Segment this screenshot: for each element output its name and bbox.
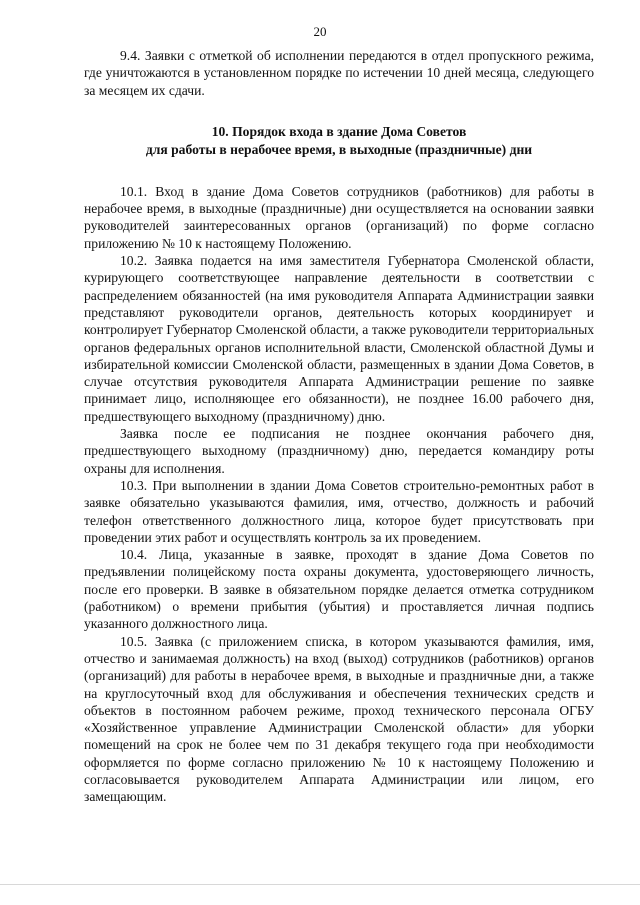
section-title-line-2: для работы в нерабочее время, в выходные (праздничные) дни [145,141,533,157]
paragraph-10-4: 10.4. Лица, указанные в заявке, проходят в здание Дома Советов по предъявлении полицейскому поста охраны документа, удостоверяющего личность, после его проверки. В заявке в обязательном порядке делается отметка сотрудником (работником) о времени прибытия (убытия) и проставляется личная подпись указанного должностного лица. [84,547,594,632]
paragraph-10-3: 10.3. При выполнении в здании Дома Советов строительно-ремонтных работ в заявке обязательно указываются фамилия, имя, отчество, должность и рабочий телефон ответственного должностного лица, которое будет присутствовать при проведении этих работ и осуществлять контроль за их проведением. [84,477,594,545]
paragraph-9-4: 9.4. Заявки с отметкой об исполнении передаются в отдел пропускного режима, где уничтожаются в установленном порядке по истечении 10 дней месяца, следующего за месяцем их сдачи. [84,48,594,98]
page-number: 20 [313,24,327,39]
paragraph-10-1: 10.1. Вход в здание Дома Советов сотрудников (работников) для работы в нерабочее время, в выходные (праздничные) дни осуществляется на основании заявки руководителей заинтересованных органов (организаций) по форме согласно приложению № 10 к настоящему Положению. [84,183,594,251]
section-heading [84,123,594,159]
section-title-line-1: 10. Порядок входа в здание Дома Советов [211,123,467,139]
document-body [84,47,594,806]
scan-edge-line [0,884,640,885]
paragraph-10-5: 10.5. Заявка (с приложением списка, в котором указываются фамилия, имя, отчество и занимаемая должность) на вход (выход) сотрудников (работников) органов (организаций) для работы в нерабочее время, в выходные и праздничные дни, а также на круглосуточный вход для обслуживания и обеспечения технических средств и объектов в постоянном рабочем режиме, проход технического персонала ОГБУ «Хозяйственное управление Администрации Смоленской области» для уборки помещений на срок не более чем по 31 декабря текущего года при необходимости оформляется по форме согласно приложению № 10 к настоящему Положению и согласовывается руководителем Аппарата Администрации или лицом, его замещающим. [84,633,594,805]
paragraph-10-2: 10.2. Заявка подается на имя заместителя Губернатора Смоленской области, курирующего соответствующее направление деятельности в соответствии с распределением обязанностей (на имя руководителя Аппарата Администрации заявки представляют руководители органов, деятельность которых координирует и контролирует Губернатор Смоленской области, а также руководители территориальных органов федеральных органов исполнительной власти, Смоленской областной Думы и избирательной комиссии Смоленской области, размещенных в здании Дома Советов, в случае отсутствия руководителя Аппарата Администрации решение по заявке принимает лицо, исполняющее его обязанности), не позднее 16.00 рабочего дня, предшествующего выходному (праздничному) дню. [84,253,594,424]
paragraph-10-2-continuation: Заявка после ее подписания не позднее окончания рабочего дня, предшествующего выходному (праздничному) дню, передается командиру роты охраны для исполнения. [84,426,594,476]
